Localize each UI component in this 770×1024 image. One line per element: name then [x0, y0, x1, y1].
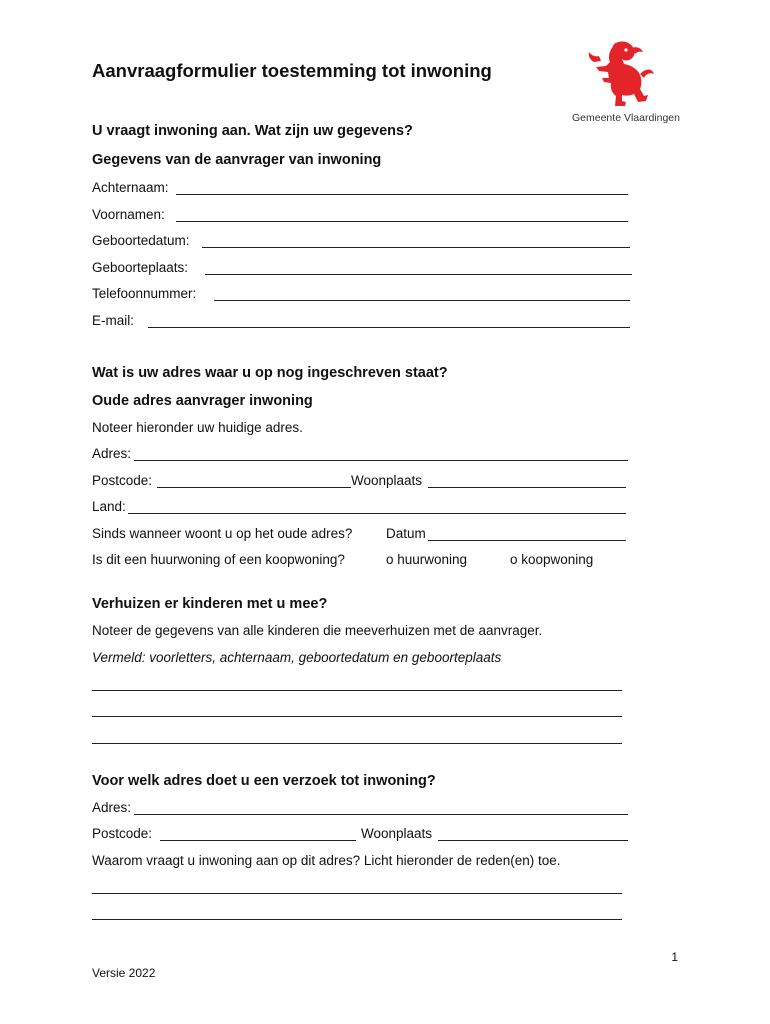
field-label-postcode: Postcode: — [92, 473, 153, 488]
field-label-voornamen: Voornamen: — [92, 207, 165, 222]
field-label-telefoonnummer: Telefoonnummer: — [92, 286, 197, 301]
oud-woonplaats-line[interactable] — [428, 487, 626, 488]
geboorteplaats-line[interactable] — [205, 274, 632, 275]
field-label-land: Land: — [92, 499, 126, 514]
logo-text: Gemeente Vlaardingen — [572, 112, 680, 124]
kinderen-hint: Vermeld: voorletters, achternaam, geboortedatum en geboorteplaats — [92, 650, 502, 665]
page-number: 1 — [671, 950, 678, 964]
oud-postcode-line[interactable] — [157, 487, 351, 488]
municipality-logo — [572, 38, 682, 124]
kinderen-instruction: Noteer de gegevens van alle kinderen die meeverhuizen met de aanvrager. — [92, 623, 543, 638]
field-label-achternaam: Achternaam: — [92, 180, 169, 195]
nieuw-postcode-line[interactable] — [160, 840, 356, 841]
question-woningtype: Is dit een huurwoning of een koopwoning? — [92, 552, 345, 567]
section-heading-nieuw-adres: Voor welk adres doet u een verzoek tot inwoning? — [92, 773, 436, 789]
achternaam-line[interactable] — [176, 194, 628, 195]
nieuw-woonplaats-line[interactable] — [438, 840, 628, 841]
kinderen-line-2[interactable] — [92, 716, 622, 717]
email-line[interactable] — [148, 327, 630, 328]
section-subheading-aanvrager: Gegevens van de aanvrager van inwoning — [92, 152, 382, 168]
oud-adres-line[interactable] — [134, 460, 628, 461]
option-huurwoning[interactable]: o huurwoning — [386, 552, 468, 567]
reden-question: Waarom vraagt u inwoning aan op dit adres? Licht hieronder de reden(en) toe. — [92, 853, 561, 868]
datum-line[interactable] — [428, 540, 626, 541]
field-label-nieuw-postcode: Postcode: — [92, 826, 153, 841]
voornamen-line[interactable] — [176, 221, 628, 222]
section-heading-gegevens: U vraagt inwoning aan. Wat zijn uw gegevens? — [92, 123, 413, 139]
kinderen-line-3[interactable] — [92, 743, 622, 744]
section-heading-oud-adres: Wat is uw adres waar u op nog ingeschreven staat? — [92, 365, 448, 381]
instruction-text: Noteer hieronder uw huidige adres. — [92, 420, 303, 435]
telefoonnummer-line[interactable] — [214, 300, 630, 301]
field-label-geboortedatum: Geboortedatum: — [92, 233, 190, 248]
land-line[interactable] — [128, 513, 626, 514]
reden-line-2[interactable] — [92, 919, 622, 920]
section-heading-kinderen: Verhuizen er kinderen met u mee? — [92, 596, 328, 612]
lion-icon — [584, 38, 656, 108]
field-label-geboorteplaats: Geboorteplaats: — [92, 260, 189, 275]
reden-line-1[interactable] — [92, 893, 622, 894]
page-title: Aanvraagformulier toestemming tot inwoning — [92, 60, 492, 81]
option-koopwoning[interactable]: o koopwoning — [510, 552, 594, 567]
field-label-email: E-mail: — [92, 313, 135, 328]
geboortedatum-line[interactable] — [202, 247, 630, 248]
field-label-nieuw-adres: Adres: — [92, 800, 132, 815]
field-label-datum: Datum — [386, 526, 426, 541]
version-label: Versie 2022 — [92, 966, 156, 980]
question-sinds-wanneer: Sinds wanneer woont u op het oude adres? — [92, 526, 353, 541]
field-label-woonplaats: Woonplaats — [351, 473, 423, 488]
section-subheading-oud-adres: Oude adres aanvrager inwoning — [92, 393, 313, 409]
field-label-adres: Adres: — [92, 446, 132, 461]
field-label-nieuw-woonplaats: Woonplaats — [361, 826, 433, 841]
nieuw-adres-line[interactable] — [134, 814, 628, 815]
kinderen-line-1[interactable] — [92, 690, 622, 691]
